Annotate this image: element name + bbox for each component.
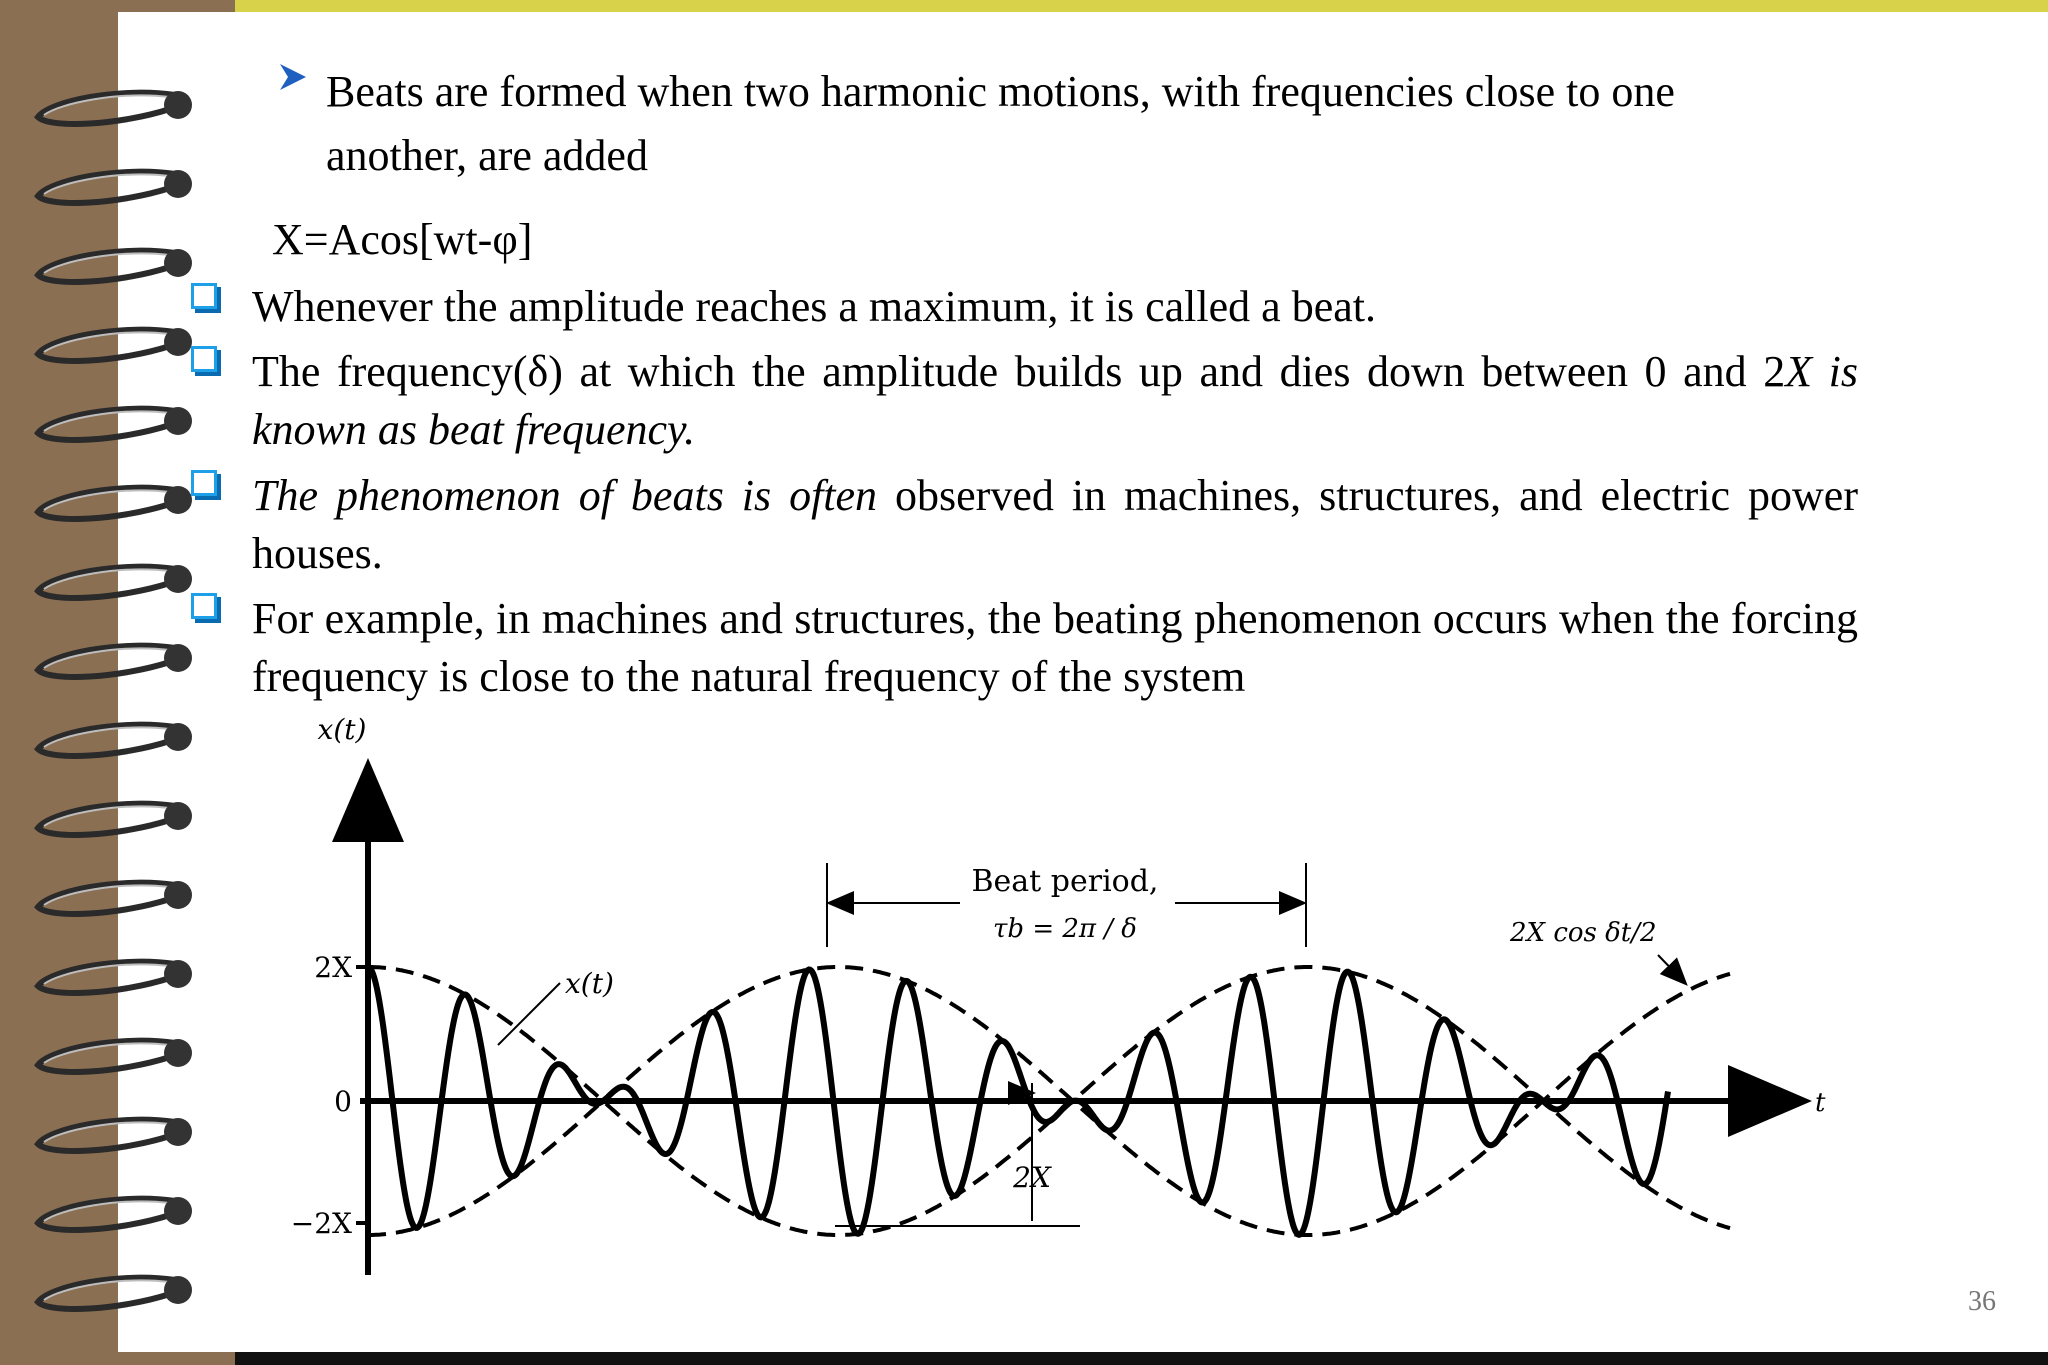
envelope-label-pointer [1658, 955, 1685, 983]
bullet-3-text [252, 467, 1858, 583]
tick-label-bottom: −2X [290, 1207, 352, 1240]
y-axis-label: x(t) [317, 715, 367, 746]
spiral-hole [164, 1276, 192, 1304]
spiral-rings [30, 60, 205, 1340]
beats-diagram [260, 715, 1880, 1285]
bullet-1-text: Whenever the amplitude reaches a maximum, it is called a beat. [252, 282, 1376, 331]
bullet-3-italic: The phenomenon of beats is often [252, 471, 878, 520]
spiral-hole [164, 881, 192, 909]
bullet-3-plain: observed in machines, structures, and electric power houses. [252, 471, 1858, 578]
amplitude-label: 2X [1013, 1161, 1051, 1194]
envelope-label: 2X cos δt/2 [1510, 918, 1657, 948]
square-bullet-icon [191, 593, 217, 619]
spiral-hole [164, 91, 192, 119]
beat-period-formula: τb = 2π / δ [993, 914, 1137, 944]
arrow-bullet-line2: another, are added [326, 131, 648, 180]
square-bullet-icon [191, 346, 217, 372]
tick-label-zero: 0 [334, 1085, 352, 1118]
spiral-hole [164, 328, 192, 356]
tick-label-top: 2X [314, 951, 352, 984]
top-accent-bar [235, 0, 2048, 12]
spiral-hole [164, 407, 192, 435]
square-bullet-icon [191, 470, 217, 496]
spiral-hole [164, 249, 192, 277]
bullet-2-italic: X is known as beat frequency. [252, 347, 1858, 454]
beats-figure [260, 715, 1880, 1285]
spiral-hole [164, 565, 192, 593]
spiral-hole [164, 1197, 192, 1225]
square-bullet-icon [191, 283, 217, 309]
curve-label: x(t) [565, 967, 614, 1000]
spiral-hole [164, 170, 192, 198]
spiral-hole [164, 1118, 192, 1146]
spiral-hole [164, 960, 192, 988]
equation: X=Acos[wt-φ] [272, 215, 533, 264]
page-number: 36 [1968, 1286, 1996, 1317]
bottom-bar [235, 1352, 2048, 1365]
spiral-hole [164, 486, 192, 514]
spiral-hole [164, 723, 192, 751]
bullet-2-text [252, 343, 1858, 459]
arrow-bullet-line1: Beats are formed when two harmonic motions, with frequencies close to one [326, 67, 1675, 116]
arrow-bullet-icon [278, 62, 308, 92]
beat-period-label: Beat period, [971, 864, 1159, 899]
spiral-hole [164, 1039, 192, 1067]
x-axis-label: t [1815, 1088, 1826, 1118]
bullet-2-plain: The frequency(δ) at which the amplitude builds up and dies down between 0 and 2 [252, 347, 1786, 396]
spiral-hole [164, 802, 192, 830]
bullet-4-text: For example, in machines and structures, the beating phenomenon occurs when the forcing frequency is close to the natural frequency of the system [252, 594, 1858, 701]
spiral-hole [164, 644, 192, 672]
